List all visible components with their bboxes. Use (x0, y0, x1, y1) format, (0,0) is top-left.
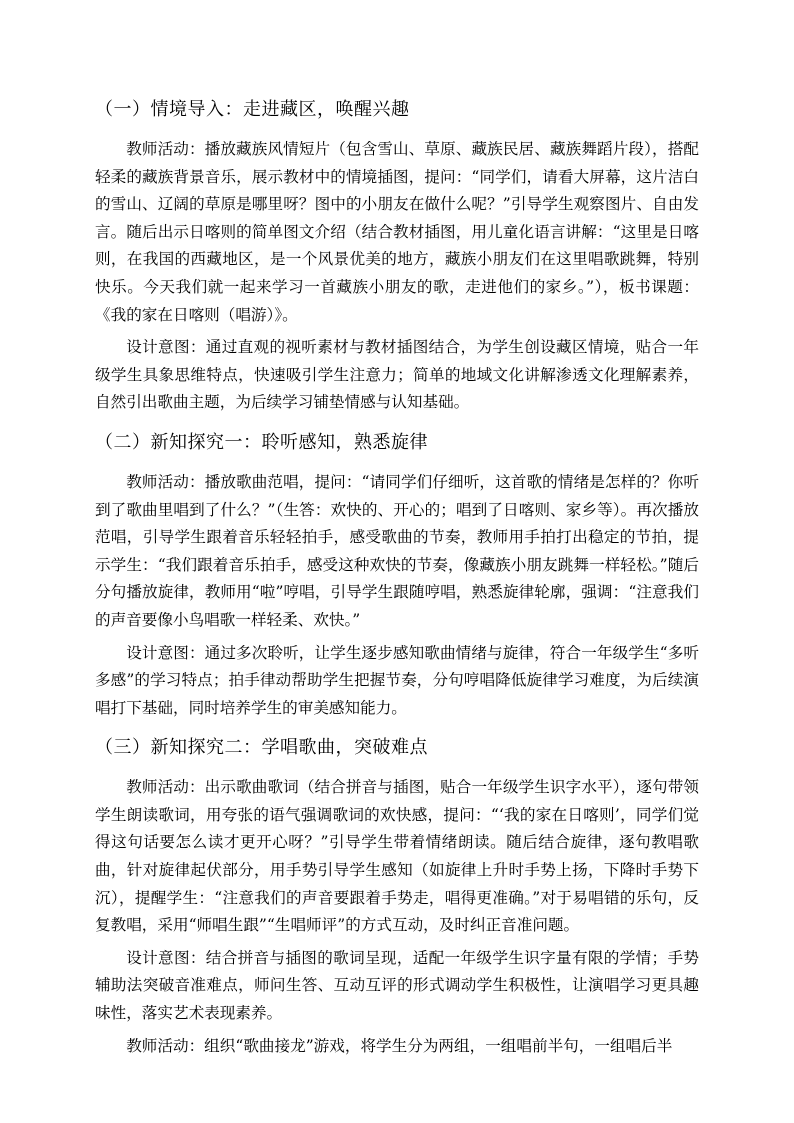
section-2 (95, 431, 699, 722)
teacher-activity-paragraph: 教师活动：播放藏族风情短片（包含雪山、草原、藏族民居、藏族舞蹈片段），搭配轻柔的藏族背景音乐，展示教材中的情境插图，提问：“同学们，请看大屏幕，这片洁白的雪山、辽阔的草原是哪里呀？图中的小朋友在做什么呢？”引导学生观察图片、自由发言。随后出示日喀则的简单图文介绍（结合教材插图，用儿童化语言讲解：“这里是日喀则，在我国的西藏地区，是一个风景优美的地方，藏族小朋友们在这里唱歌跳舞，特别快乐。今天我们就一起来学习一首藏族小朋友的歌，走进他们的家乡。”），板书课题：《我的家在日喀则（唱游）》。 (95, 140, 699, 324)
section-heading: （三）新知探究二：学唱歌曲，突破难点 (95, 737, 428, 759)
section-3 (95, 736, 699, 1060)
document-body (95, 86, 699, 1065)
section-heading: （一）情境导入：走进藏区，唤醒兴趣 (95, 99, 410, 120)
design-intent-paragraph: 设计意图：结合拼音与插图的歌词呈现，适配一年级学生识字量有限的学情；手势辅助法突破音准难点，师问生答、互动互评的形式调动学生积极性，让演唱学习更具趣味性，落实艺术表现素养。 (95, 948, 699, 1023)
design-intent-paragraph: 设计意图：通过多次聆听，让学生逐步感知歌曲情绪与旋律，符合一年级学生“多听多感”的学习特点；拍手律动帮助学生把握节奏，分句哼唱降低旋律学习难度，为后续演唱打下基础，同时培养学生的审美感知能力。 (95, 643, 699, 717)
design-intent-paragraph: 设计意图：通过直观的视听素材与教材插图结合，为学生创设藏区情境，贴合一年级学生具象思维特点，快速吸引学生注意力；简单的地域文化讲解渗透文化理解素养，自然引出歌曲主题，为后续学习铺垫情感与认知基础。 (95, 338, 699, 412)
teacher-activity-paragraph: 教师活动：组织“歌曲接龙”游戏，将学生分为两组，一组唱前半句，一组唱后半 (126, 1036, 673, 1055)
teacher-activity-paragraph: 教师活动：出示歌曲歌词（结合拼音与插图，贴合一年级学生识字水平），逐句带领学生朗读歌词，用夸张的语气强调歌词的欢快感，提问：“‘我的家在日喀则’，同学们觉得这句话要怎么读才更开心呀？”引导学生带着情绪朗读。随后结合旋律，逐句教唱歌曲，针对旋律起伏部分，用手势引导学生感知（如旋律上升时手势上扬，下降时手势下沉），提醒学生：“注意我们的声音要跟着手势走，唱得更准确。”对于易唱错的乐句，反复教唱，采用“师唱生跟”“生唱师评”的方式互动，及时纠正音准问题。 (95, 778, 699, 935)
section-heading: （二）新知探究一：聆听感知，熟悉旋律 (95, 431, 428, 453)
section-1 (95, 98, 699, 417)
teacher-activity-paragraph: 教师活动：播放歌曲范唱，提问：“请同学们仔细听，这首歌的情绪是怎样的？你听到了歌曲里唱到了什么？”（生答：欢快的、开心的；唱到了日喀则、家乡等）。再次播放范唱，引导学生跟着音乐轻轻拍手，感受歌曲的节奏，教师用手拍打出稳定的节拍，提示学生：“我们跟着音乐拍手，感受这种欢快的节奏，像藏族小朋友跳舞一样轻松。”随后分句播放旋律，教师用“啦”哼唱，引导学生跟随哼唱，熟悉旋律轮廓，强调：“注意我们的声音要像小鸟唱歌一样轻柔、欢快。” (95, 472, 699, 629)
